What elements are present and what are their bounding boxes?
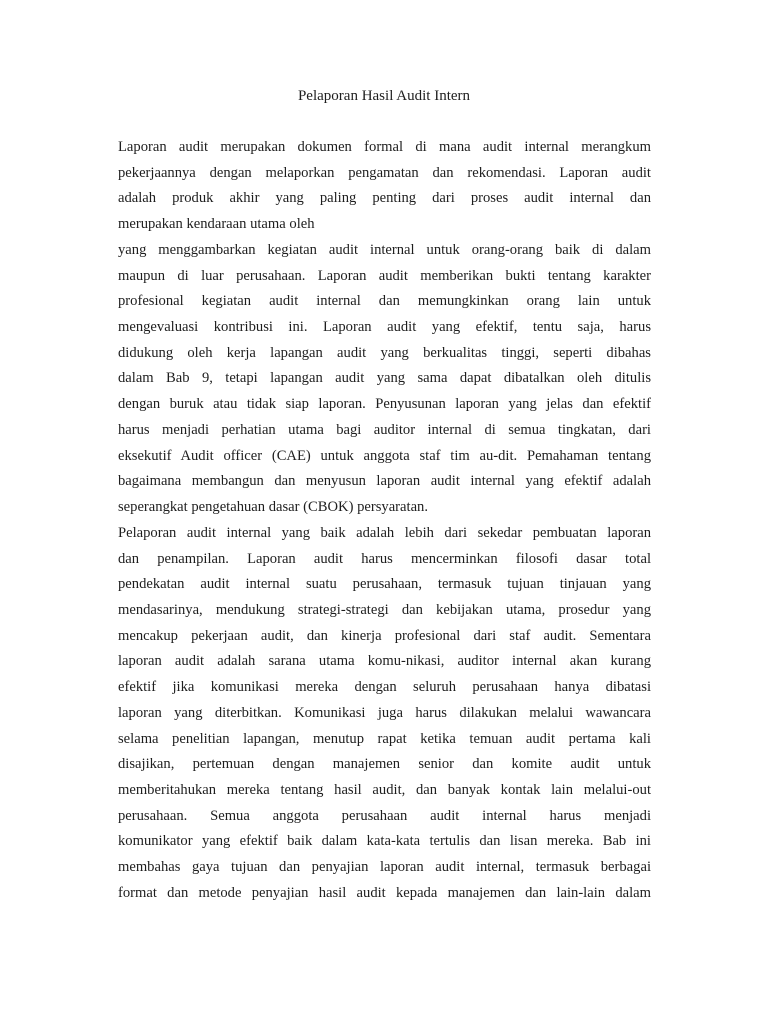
text-line: efektif jika komunikasi mereka dengan seluruh perusahaan hanya dibatasi bbox=[118, 679, 651, 696]
text-line: maupun di luar perusahaan. Laporan audit memberikan bukti tentang karakter bbox=[118, 267, 651, 284]
text-line: perusahaan. Semua anggota perusahaan audit internal harus menjadi bbox=[118, 807, 651, 824]
text-line: eksekutif Audit officer (CAE) untuk anggota staf tim au-dit. Pemahaman tentang bbox=[118, 447, 651, 464]
text-line: dengan buruk atau tidak siap laporan. Penyusunan laporan yang jelas dan efektif bbox=[118, 396, 651, 413]
document-body bbox=[118, 136, 651, 908]
text-line: Pelaporan audit internal yang baik adalah lebih dari sekedar pembuatan laporan bbox=[118, 524, 651, 541]
text-line: dan penampilan. Laporan audit harus mencerminkan filosofi dasar total bbox=[118, 550, 651, 567]
text-line: pendekatan audit internal suatu perusahaan, termasuk tujuan tinjauan yang bbox=[118, 576, 651, 593]
text-line: laporan yang diterbitkan. Komunikasi juga harus dilakukan melalui wawancara bbox=[118, 704, 651, 721]
text-line: laporan audit adalah sarana utama komu-nikasi, auditor internal akan kurang bbox=[118, 653, 651, 670]
text-line: selama penelitian lapangan, menutup rapat ketika temuan audit pertama kali bbox=[118, 730, 651, 747]
text-line: dalam Bab 9, tetapi lapangan audit yang sama dapat dibatalkan oleh ditulis bbox=[118, 370, 651, 387]
text-line: didukung oleh kerja lapangan audit yang berkualitas tinggi, seperti dibahas bbox=[118, 344, 651, 361]
text-line: disajikan, pertemuan dengan manajemen senior dan komite audit untuk bbox=[118, 756, 651, 773]
text-line: adalah produk akhir yang paling penting dari proses audit internal dan bbox=[118, 190, 651, 207]
document-title: Pelaporan Hasil Audit Intern bbox=[297, 88, 471, 104]
text-line: pekerjaannya dengan melaporkan pengamatan dan rekomendasi. Laporan audit bbox=[118, 164, 651, 181]
text-line: bagaimana membangun dan menyusun laporan audit internal yang efektif adalah bbox=[118, 473, 651, 490]
text-line: komunikator yang efektif baik dalam kata-kata tertulis dan lisan mereka. Bab ini bbox=[118, 833, 651, 850]
text-line: format dan metode penyajian hasil audit kepada manajemen dan lain-lain dalam bbox=[118, 884, 651, 901]
text-line: Laporan audit merupakan dokumen formal di mana audit internal merangkum bbox=[118, 139, 651, 155]
text-line: profesional kegiatan audit internal dan memungkinkan orang lain untuk bbox=[118, 293, 651, 310]
text-line: mendasarinya, mendukung strategi-strategi dan kebijakan utama, prosedur yang bbox=[118, 601, 651, 618]
text-line: yang menggambarkan kegiatan audit internal untuk orang-orang baik di dalam bbox=[118, 241, 651, 258]
text-line: seperangkat pengetahuan dasar (CBOK) persyaratan. bbox=[118, 499, 428, 516]
text-line: mengevaluasi kontribusi ini. Laporan audit yang efektif, tentu saja, harus bbox=[118, 319, 651, 336]
text-line: merupakan kendaraan utama oleh bbox=[118, 216, 315, 233]
text-line: harus menjadi perhatian utama bagi auditor internal di semua tingkatan, dari bbox=[118, 421, 651, 438]
text-line: membahas gaya tujuan dan penyajian laporan audit internal, termasuk berbagai bbox=[118, 859, 651, 876]
text-line: mencakup pekerjaan audit, dan kinerja profesional dari staf audit. Sementara bbox=[118, 627, 651, 644]
text-line: memberitahukan mereka tentang hasil audit, dan banyak kontak lain melalui-out bbox=[118, 781, 651, 798]
